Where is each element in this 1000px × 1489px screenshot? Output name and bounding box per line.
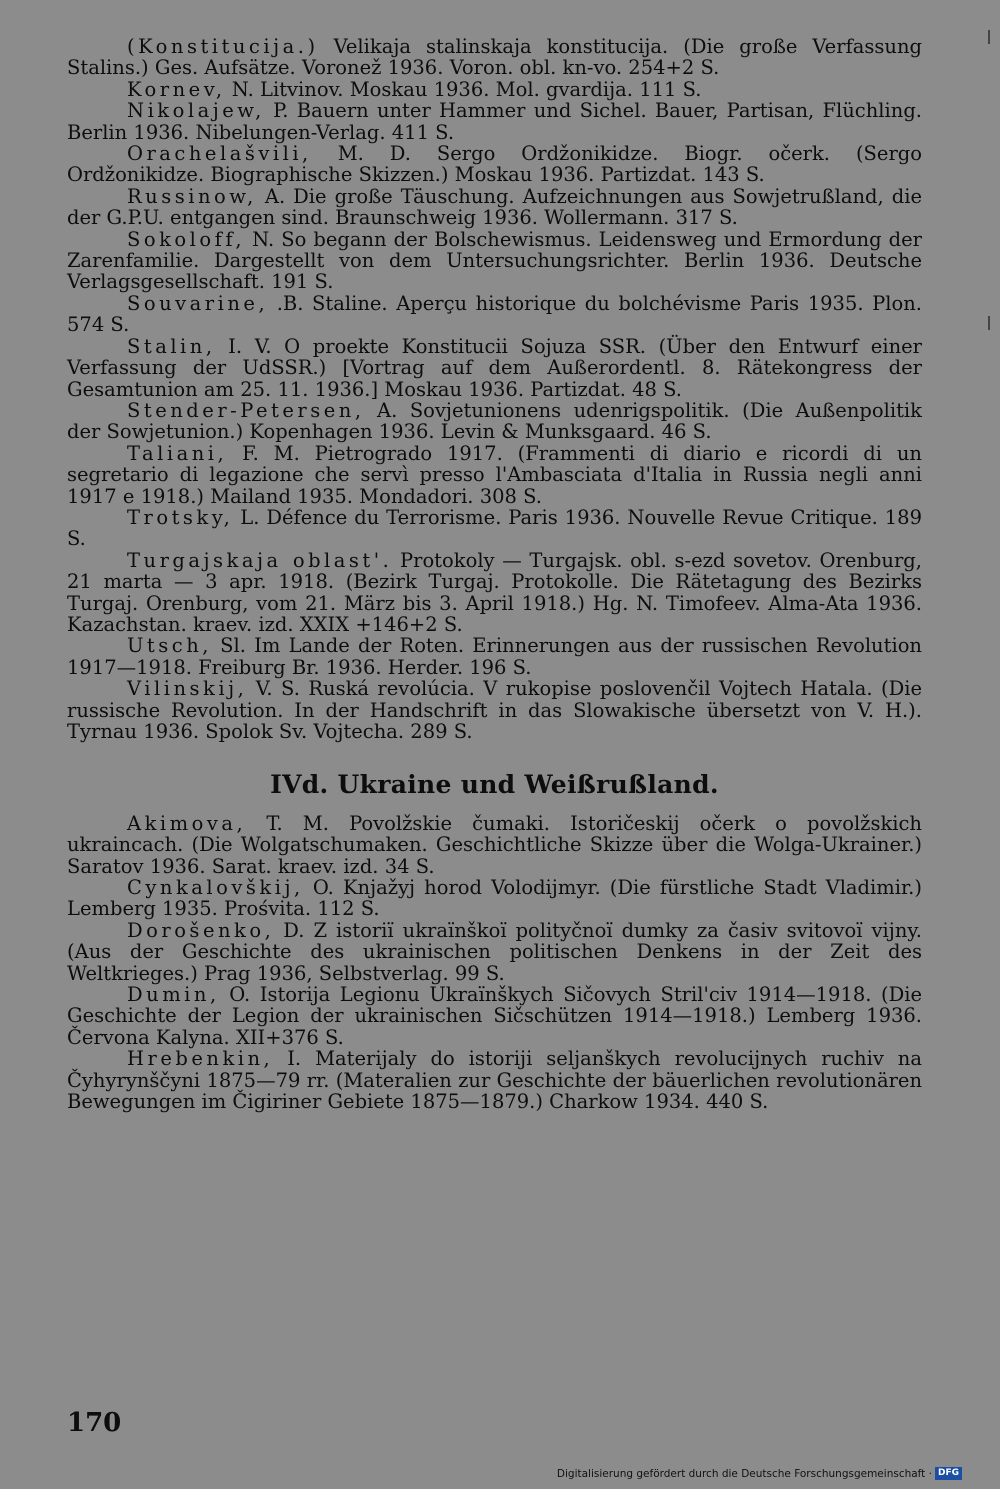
section-heading: IVd. Ukraine und Weißrußland. <box>270 770 719 800</box>
entry-text: O. Knjažyj horod Volodijmyr. (Die fürstliche Stadt Vladimir.) Lemberg 1935. Prośvita. 112 S. <box>67 876 922 921</box>
entry-text: P. Bauern unter Hammer und Sichel. Bauer, Partisan, Flüchling. Berlin 1936. Nibelungen-Verlag. 411 S. <box>67 99 922 144</box>
bibliography-entry <box>67 36 922 79</box>
entry-text: T. M. Povolžskie čumaki. Istoričeskij očerk o povolžskich ukraincach. (Die Wolgatschumaken. Geschichtliche Skizze über die Wolga-Ukrainer.) Saratov 1936. Sarat. kraev. izd. 34 S. <box>67 811 922 878</box>
entry-author: Stender-Petersen, <box>127 398 365 422</box>
entry-author: Cynkalovškij, <box>127 876 304 900</box>
bibliography-entry <box>67 678 922 742</box>
entry-text: N. So begann der Bolschewismus. Leidensweg und Ermordung der Zarenfamilie. Dargestellt von dem Untersuchungsrichter. Berlin 1936. Deutsche Verlagsgesellschaft. 191 S. <box>67 227 922 294</box>
dfg-logo: DFG <box>935 1467 962 1480</box>
bibliography-entry <box>67 813 922 877</box>
margin-mark <box>988 30 990 44</box>
section-bibliography-list <box>67 813 922 1113</box>
bibliography-entry <box>67 507 922 550</box>
entry-author: Turgajskaja oblast'. <box>127 548 393 572</box>
entry-text: A. Die große Täuschung. Aufzeichnungen aus Sowjetrußland, die der G.P.U. entgangen sind. Braunschweig 1936. Wollermann. 317 S. <box>67 184 922 230</box>
bibliography-entry <box>67 443 922 507</box>
entry-author: Nikolajew, <box>127 99 265 123</box>
entry-author: Taliani, <box>127 441 228 465</box>
entry-author: Hrebenkin, <box>127 1047 274 1071</box>
bibliography-entry <box>67 984 922 1048</box>
entry-author: Vilinskij, <box>127 677 248 701</box>
bibliography-list <box>67 36 922 742</box>
footer-text: Digitalisierung gefördert durch die Deutsche Forschungsgemeinschaft · <box>556 1467 932 1480</box>
margin-mark <box>988 316 990 330</box>
bibliography-entry <box>67 79 922 100</box>
entry-text: F. M. Pietrogrado 1917. (Frammenti di diario e ricordi di un segretario di legazione che servì presso l'Ambasciata d'Italia in Russia negli anni 1917 e 1918.) Mailand 1935. Mondadori. 308 S. <box>67 441 922 508</box>
entry-text: Velikaja stalinskaja konstitucija. (Die große Verfassung Stalins.) Ges. Aufsätze. Voronež 1936. Voron. obl. kn-vo. 254+2 S. <box>67 35 922 80</box>
entry-author: Kornev, <box>127 77 226 101</box>
entry-text: A. Sovjetunionens udenrigspolitik. (Die Außenpolitik der Sowjetunion.) Kopenhagen 1936. Levin & Munksgaard. 46 S. <box>67 398 922 444</box>
footer <box>557 1467 962 1480</box>
bibliography-entry <box>67 1048 922 1112</box>
bibliography-entry <box>67 550 922 636</box>
entry-author: (Konstitucija.) <box>127 35 319 58</box>
entry-text: Sl. Im Lande der Roten. Erinnerungen aus der russischen Revolution 1917—1918. Freiburg Br. 1936. Herder. 196 S. <box>67 634 922 679</box>
entry-text: .B. Staline. Aperçu historique du bolchévisme Paris 1935. Plon. 574 S. <box>67 291 922 337</box>
entry-text: Protokoly — Turgajsk. obl. s-ezd sovetov. Orenburg, 21 marta — 3 apr. 1918. (Bezirk Turgaj. Protokolle. Die Rätetagung des Bezirks Turgaj. Orenburg, vom 21. März bis 3. April 1918.) Hg. N. Timofeev. Alma-Ata 1936. Kazachstan. kraev. izd. XXIX +146+2 S. <box>67 548 922 636</box>
entry-author: Utsch, <box>127 634 212 658</box>
entry-text: L. Défence du Terrorisme. Paris 1936. Nouvelle Revue Critique. 189 S. <box>67 505 922 551</box>
entry-author: Orachelašvili, <box>127 142 312 166</box>
entry-author: Stalin, <box>127 334 216 358</box>
entry-text: O. Istorija Legionu Ukraïnškych Sičovych Stril'civ 1914—1918. (Die Geschichte der Legion der ukrainischen Sičschützen 1914—1918.) Lemberg 1936. Červona Kalyna. XII+376 S. <box>67 983 922 1049</box>
bibliography-entry <box>67 143 922 186</box>
page-number: 170 <box>67 1408 122 1438</box>
entry-author: Dumin, <box>127 983 220 1007</box>
bibliography-entry <box>67 336 922 400</box>
bibliography-entry <box>67 186 922 229</box>
entry-text: I. Materijaly do istoriji seljanškych revolucijnych ruchiv na Čyhyrynščyni 1875—79 rr. (Materalien zur Geschichte der bäuerlichen revolutionären Bewegungen im Čigiriner Gebiete 1875—1879.) Charkow 1934. 440 S. <box>67 1047 922 1114</box>
bibliography-entry <box>67 877 922 920</box>
text-column <box>67 36 922 1113</box>
entry-text: V. S. Ruská revolúcia. V rukopise poslovenčil Vojtech Hatala. (Die russische Revolution. In der Handschrift in das Slowakische übersetzt von V. H.). Tyrnau 1936. Spolok Sv. Vojtecha. 289 S. <box>67 677 922 743</box>
bibliography-entry <box>67 229 922 293</box>
entry-author: Sokoloff, <box>127 227 246 251</box>
entry-author: Souvarine, <box>127 291 269 315</box>
entry-text: I. V. O proekte Konstitucii Sojuza SSR. (Über den Entwurf einer Verfassung der UdSSR.) [Vortrag auf dem Außerordentl. 8. Rätekongress der Gesamtunion am 25. 11. 1936.] Moskau 1936. Partizdat. 48 S. <box>67 334 922 401</box>
bibliography-entry <box>67 293 922 336</box>
bibliography-entry <box>67 635 922 678</box>
bibliography-entry <box>67 100 922 143</box>
bibliography-entry <box>67 920 922 984</box>
entry-author: Akimova, <box>127 811 247 835</box>
entry-text: M. D. Sergo Ordžonikidze. Biogr. očerk. (Sergo Ordžonikidze. Biographische Skizzen.) Moskau 1936. Partizdat. 143 S. <box>67 142 922 187</box>
entry-author: Trotsky, <box>127 505 234 529</box>
bibliography-entry <box>67 400 922 443</box>
entry-text: N. Litvinov. Moskau 1936. Mol. gvardija. 111 S. <box>225 77 702 101</box>
entry-author: Dorošenko, <box>127 918 275 942</box>
entry-author: Russinow, <box>127 184 257 208</box>
entry-text: D. Z istoriï ukraïnškoï polityčnoï dumky za časiv svitovoï vijny. (Aus der Geschichte des ukrainischen politischen Denkens in der Zeit des Weltkrieges.) Prag 1936, Selbstverlag. 99 S. <box>67 918 922 985</box>
